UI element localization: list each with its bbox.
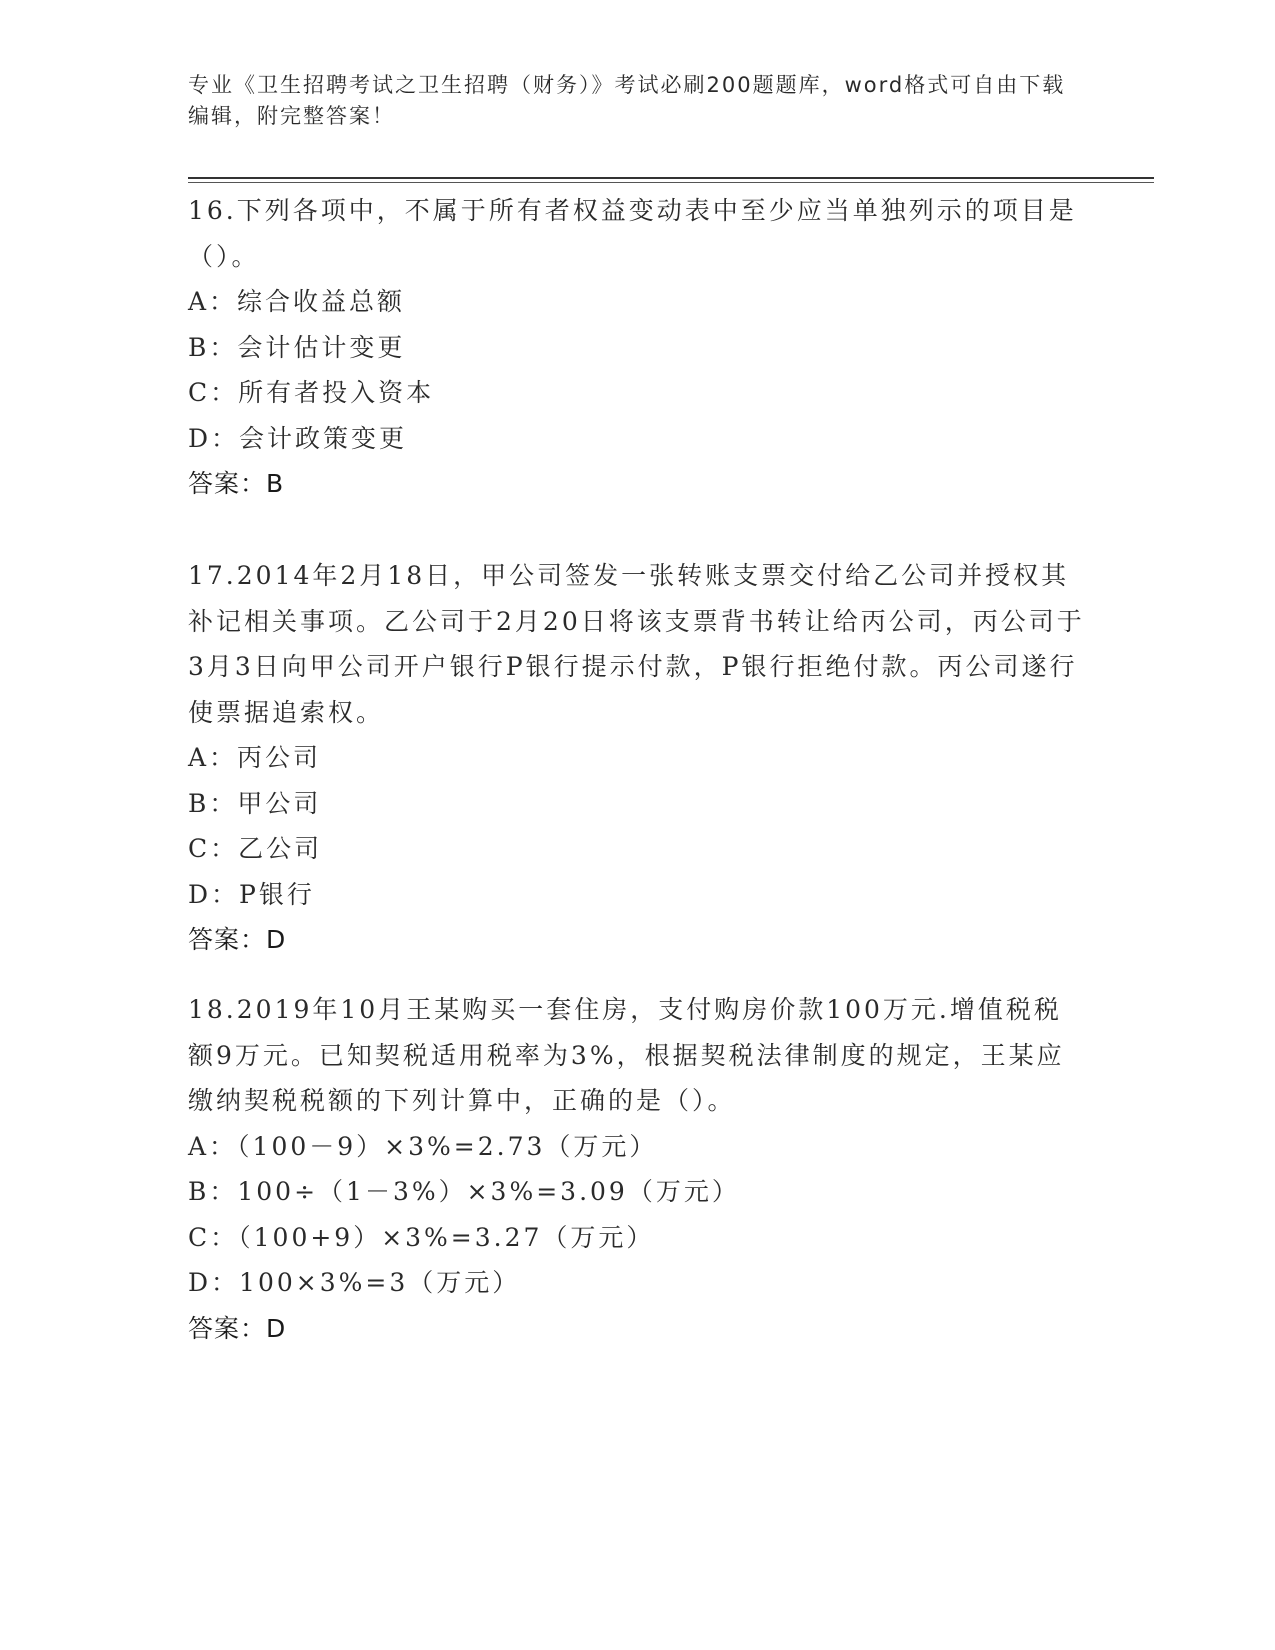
answer-line: 答案：D (188, 1313, 287, 1343)
option-b: B：100÷（1－3%）×3%=3.09（万元） (188, 1177, 740, 1206)
answer-line: 答案：D (188, 925, 287, 954)
option-b: B：会计估计变更 (188, 332, 406, 362)
question-stem: 16.下列各项中，不属于所有者权益变动表中至少应当单独列示的项目是（）。 (188, 196, 1077, 271)
option-c: C：所有者投入资本 (188, 378, 435, 407)
option-d: D：P银行 (188, 879, 315, 909)
option-c: C：（100+9）×3%=3.27（万元） (188, 1222, 655, 1252)
document-header: 专业《卫生招聘考试之卫生招聘（财务）》考试必刷200题题库，word格式可自由下载编辑，附完整答案！ (188, 73, 1066, 128)
answer-line: 答案：B (188, 469, 285, 498)
option-d: D：会计政策变更 (188, 423, 408, 453)
question-stem: 18.2019年10月王某购买一套住房，支付购房价款100万元.增值税税额9万元。已知契税适用税率为3%，根据契税法律制度的规定，王某应缴纳契税税额的下列计算中，正确的是（）。 (188, 995, 1065, 1115)
header-divider-thick (188, 177, 1154, 179)
option-c: C：乙公司 (188, 834, 323, 863)
question-stem: 17.2014年2月18日，甲公司签发一张转账支票交付给乙公司并授权其补记相关事项。乙公司于2月20日将该支票背书转让给丙公司，丙公司于3月3日向甲公司开户银行P银行提示付款，P银行拒绝付款。丙公司遂行使票据追索权。 (188, 561, 1085, 727)
option-a: A：丙公司 (188, 743, 322, 772)
question-16 (188, 188, 1088, 507)
option-a: A：综合收益总额 (188, 287, 406, 316)
option-d: D：100×3%=3（万元） (188, 1268, 521, 1297)
option-a: A：（100－9）×3%=2.73（万元） (188, 1131, 658, 1161)
header-divider-thin (188, 182, 1154, 183)
question-17 (188, 553, 1088, 963)
option-b: B：甲公司 (188, 788, 322, 818)
question-18 (188, 987, 1088, 1351)
